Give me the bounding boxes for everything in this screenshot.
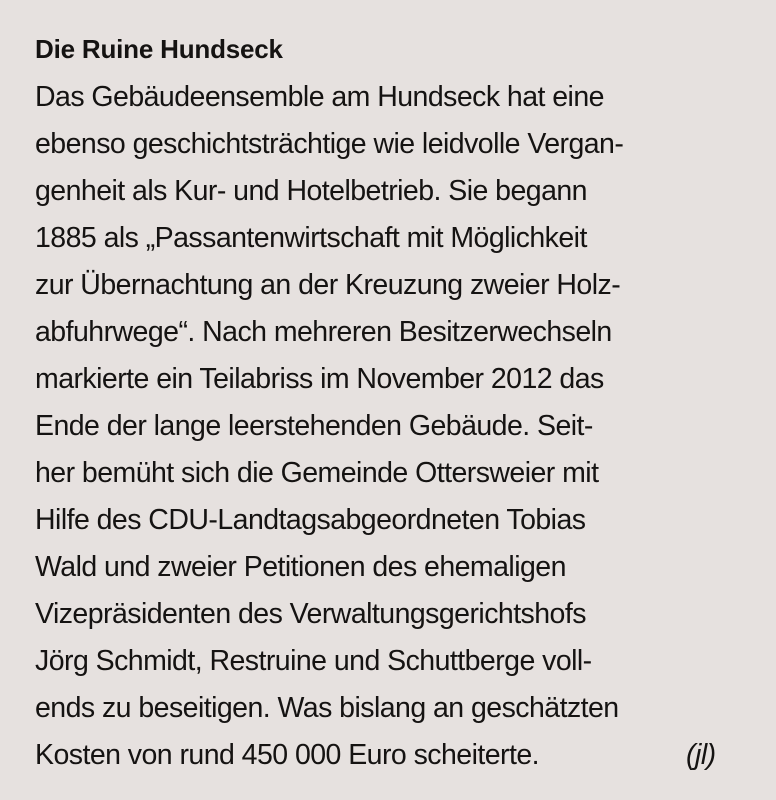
article-line: ebenso geschichtsträchtige wie leidvolle Vergan- <box>35 128 624 160</box>
article-box <box>35 24 755 779</box>
author-signature: (jl) <box>686 739 716 771</box>
article-line: Das Gebäudeensemble am Hundseck hat eine <box>35 81 604 113</box>
article-last-line <box>35 732 755 779</box>
article-line: Wald und zweier Petitionen des ehemaligen <box>35 551 566 583</box>
article-line: Jörg Schmidt, Restruine und Schuttberge voll- <box>35 645 592 677</box>
article-line: zur Übernachtung an der Kreuzung zweier Holz- <box>35 269 621 301</box>
article-line: Ende der lange leerstehenden Gebäude. Seit- <box>35 410 593 442</box>
article-line: Hilfe des CDU-Landtagsabgeordneten Tobias <box>35 504 586 536</box>
article-line: 1885 als „Passantenwirtschaft mit Möglichkeit <box>35 222 587 254</box>
article-line: markierte ein Teilabriss im November 2012 das <box>35 363 604 395</box>
article-line: Kosten von rund 450 000 Euro scheiterte. <box>35 739 540 771</box>
article-line: Vizepräsidenten des Verwaltungsgerichtshofs <box>35 598 586 630</box>
article-title: Die Ruine Hundseck <box>35 34 283 64</box>
article-line: ends zu beseitigen. Was bislang an geschätzten <box>35 692 619 724</box>
article-line: genheit als Kur- und Hotelbetrieb. Sie begann <box>35 175 587 207</box>
article-line: abfuhrwege“. Nach mehreren Besitzerwechseln <box>35 316 612 348</box>
article-line: her bemüht sich die Gemeinde Ottersweier mit <box>35 457 599 489</box>
